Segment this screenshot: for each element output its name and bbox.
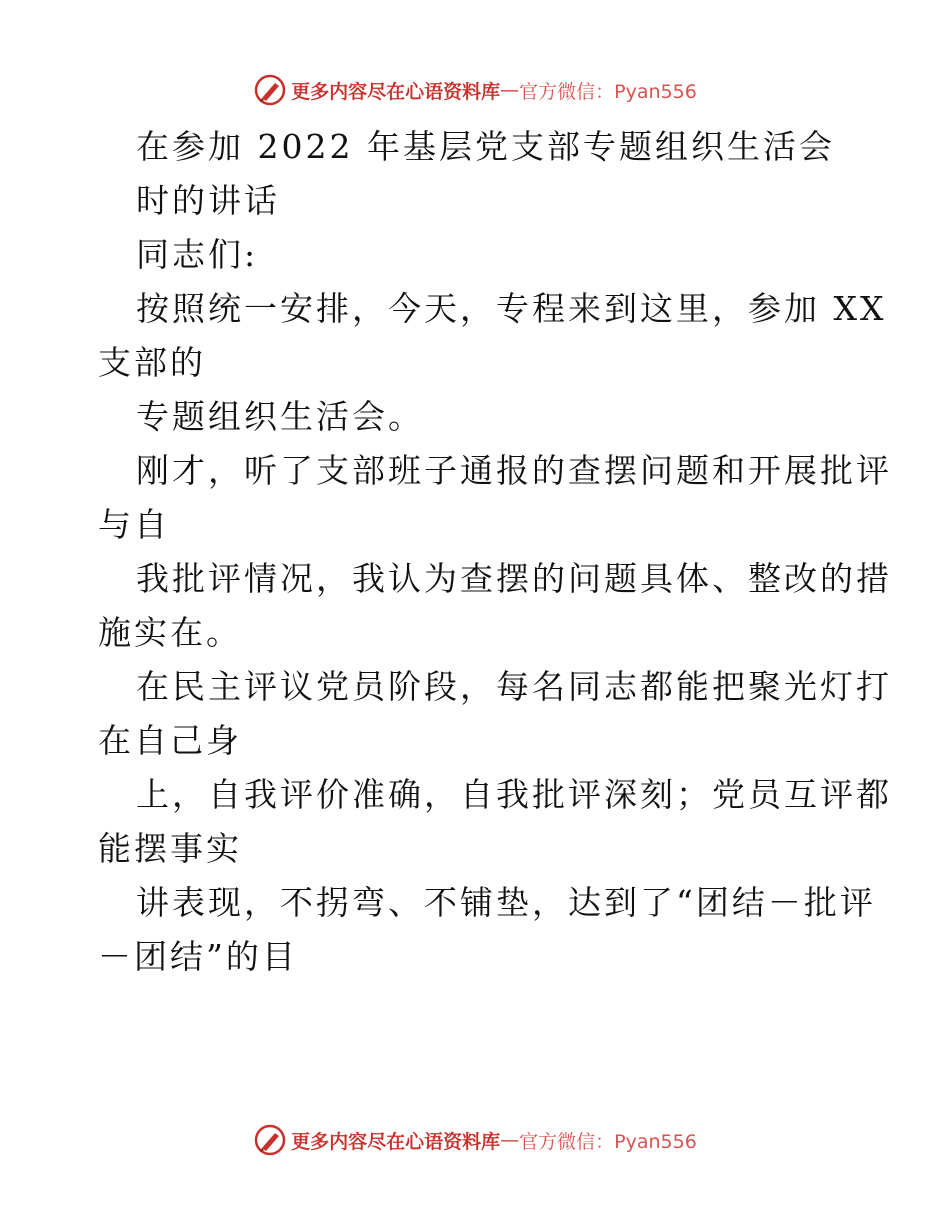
document-line: －团结”的目	[98, 937, 298, 976]
watermark-site-text: 更多内容尽在心语资料库	[291, 1130, 501, 1153]
watermark-contact-text: 官方微信：Pyan556	[519, 80, 697, 103]
pen-logo-icon	[253, 73, 287, 107]
document-line: 我批评情况，我认为查摆的问题具体、整改的措	[136, 559, 892, 598]
pen-logo-icon	[253, 1123, 287, 1157]
document-line: 时的讲话	[136, 181, 280, 220]
document-body	[98, 120, 892, 984]
document-line: 刚才，听了支部班子通报的查摆问题和开展批评	[136, 451, 892, 490]
document-line: 支部的	[98, 343, 206, 382]
document-line: 施实在。	[98, 613, 242, 652]
document-line: 按照统一安排，今天，专程来到这里，参加 XX	[136, 289, 887, 328]
watermark-separator: —	[500, 79, 520, 101]
document-line: 同志们:	[136, 235, 259, 274]
watermark-separator: —	[500, 1129, 520, 1151]
document-line: 与自	[98, 505, 170, 544]
document-line: 在民主评议党员阶段，每名同志都能把聚光灯打	[136, 667, 892, 706]
document-line: 讲表现，不拐弯、不铺垫，达到了“团结－批评	[136, 883, 876, 922]
watermark-site-text: 更多内容尽在心语资料库	[291, 80, 501, 103]
document-line: 专题组织生活会。	[136, 397, 424, 436]
watermark-contact-text: 官方微信：Pyan556	[519, 1130, 697, 1153]
document-line: 在自己身	[98, 721, 242, 760]
footer-watermark	[0, 1120, 950, 1160]
document-line: 在参加 2022 年基层党支部专题组织生活会	[136, 127, 835, 166]
document-line: 能摆事实	[98, 829, 242, 868]
document-line: 上，自我评价准确，自我批评深刻；党员互评都	[136, 775, 892, 814]
header-watermark	[0, 70, 950, 110]
